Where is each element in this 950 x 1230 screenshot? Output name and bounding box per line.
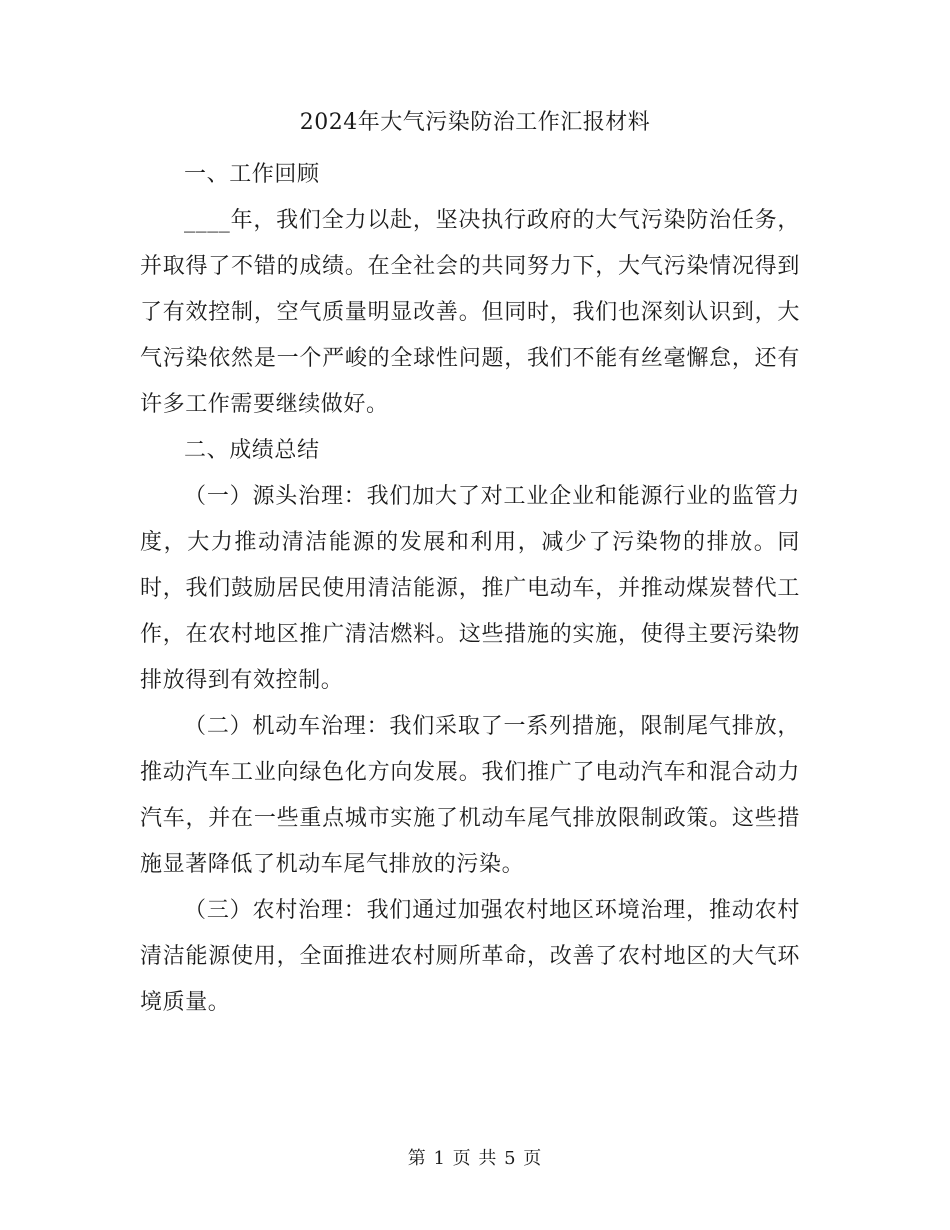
paragraph-vehicle-control: （二）机动车治理：我们采取了一系列措施，限制尾气排放，推动汽车工业向绿色化方向发展。我们推广了电动汽车和混合动力汽车，并在一些重点城市实施了机动车尾气排放限制政策。这些措施显著降低了机动车尾气排放的污染。 [140, 714, 800, 877]
paragraph-review: ____年，我们全力以赴，坚决执行政府的大气污染防治任务，并取得了不错的成绩。在全社会的共同努力下，大气污染情况得到了有效控制，空气质量明显改善。但同时，我们也深刻认识到，大气污染依然是一个严峻的全球性问题，我们不能有丝毫懈怠，还有许多工作需要继续做好。 [140, 208, 800, 417]
section-heading-summary: 二、成绩总结 [184, 438, 320, 463]
page-footer: 第 1 页 共 5 页 [407, 1148, 543, 1169]
paragraph-source-control: （一）源头治理：我们加大了对工业企业和能源行业的监管力度，大力推动清洁能源的发展和利用，减少了污染物的排放。同时，我们鼓励居民使用清洁能源，推广电动车，并推动煤炭替代工作，在农村地区推广清洁燃料。这些措施的实施，使得主要污染物排放得到有效控制。 [140, 484, 800, 693]
paragraph-rural-control: （三）农村治理：我们通过加强农村地区环境治理，推动农村清洁能源使用，全面推进农村厕所革命，改善了农村地区的大气环境质量。 [140, 898, 800, 1015]
document-body [140, 152, 800, 1026]
section-heading-review: 一、工作回顾 [184, 162, 320, 187]
document-title: 2024年大气污染防治工作汇报材料 [299, 110, 651, 135]
